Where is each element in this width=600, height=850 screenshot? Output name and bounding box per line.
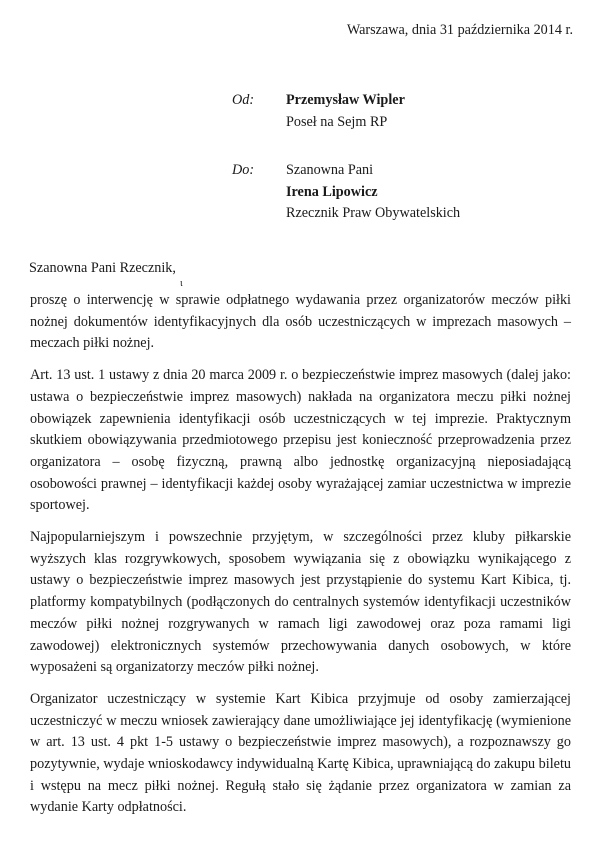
body-paragraph: proszę o interwencję w sprawie odpłatnego wydawania przez organizatorów meczów piłki nożnej dokumentów identyfikacyjnych dla osób uczestniczących w imprezach masowych – meczach piłki nożnej. bbox=[30, 292, 571, 352]
letter-body bbox=[30, 290, 571, 829]
recipient-title: Rzecznik Praw Obywatelskich bbox=[286, 205, 461, 222]
to-label: Do: bbox=[232, 162, 255, 178]
recipient-greeting: Szanowna Pani bbox=[286, 162, 374, 178]
body-paragraph: Najpopularniejszym i powszechnie przyjętym, w szczególności przez kluby piłkarskie wyższych klas rozgrywkowych, sposobem wywiązania się z obowiązku wynikającego z ustawy o bezpieczeństwie imprez masowych jest przystąpienie do systemu Kart Kibica, tj. platformy kompatybilnych (podłączonych do centralnych systemów identyfikacji uczestników meczów piłki nożnej rozgrywanych w ramach ligi zawodowej oraz poza ramami ligi zawodowej) elektronicznych systemów przechowywania danych osobowych, w które wyposażeni są organizatorzy meczów piłki nożnej. bbox=[30, 529, 571, 676]
sender-title: Poseł na Sejm RP bbox=[286, 113, 388, 130]
salutation: Szanowna Pani Rzecznik, bbox=[29, 260, 176, 276]
recipient-block bbox=[286, 160, 460, 225]
sender-block bbox=[286, 90, 405, 133]
recipient-name: Irena Lipowicz bbox=[286, 183, 378, 200]
sender-name: Przemysław Wipler bbox=[286, 92, 405, 108]
stray-mark: ι bbox=[180, 278, 183, 289]
body-paragraph: Organizator uczestniczący w systemie Kart Kibica przyjmuje od osoby zamierzającej uczestniczyć w meczu wniosek zawierający dane umożliwiające jej identyfikację (wymienione w art. 13 ust. 4 pkt 1-5 ustawy o bezpieczeństwie imprez masowych), a rozpoznawszy go pozytywnie, wydaje wnioskodawcy indywidualną Kartę Kibica, uprawniającą do zakupu biletu i wstępu na mecz piłki nożnej. Regułą stało się żądanie przez organizatora w zamian za wydanie Karty odpłatności. bbox=[30, 690, 571, 816]
from-label: Od: bbox=[232, 92, 255, 108]
body-paragraph: Art. 13 ust. 1 ustawy z dnia 20 marca 2009 r. o bezpieczeństwie imprez masowych (dalej jako: ustawa o bezpieczeństwie imprez masowych) nakłada na organizatora meczu piłki nożnej obowiązek zapewnienia identyfikacji osób uczestniczących w tej imprezie. Praktycznym skutkiem obowiązywania przedmiotowego przepisu jest konieczność przeprowadzenia przez organizatora – osobę fizyczną, prawną albo jednostkę organizacyjną nieposiadającą osobowości prawnej – identyfikacji każdej osoby wyrażającej zamiar uczestnictwa w imprezie sportowej. bbox=[30, 367, 571, 514]
date-place: Warszawa, dnia 31 października 2014 r. bbox=[346, 22, 573, 38]
